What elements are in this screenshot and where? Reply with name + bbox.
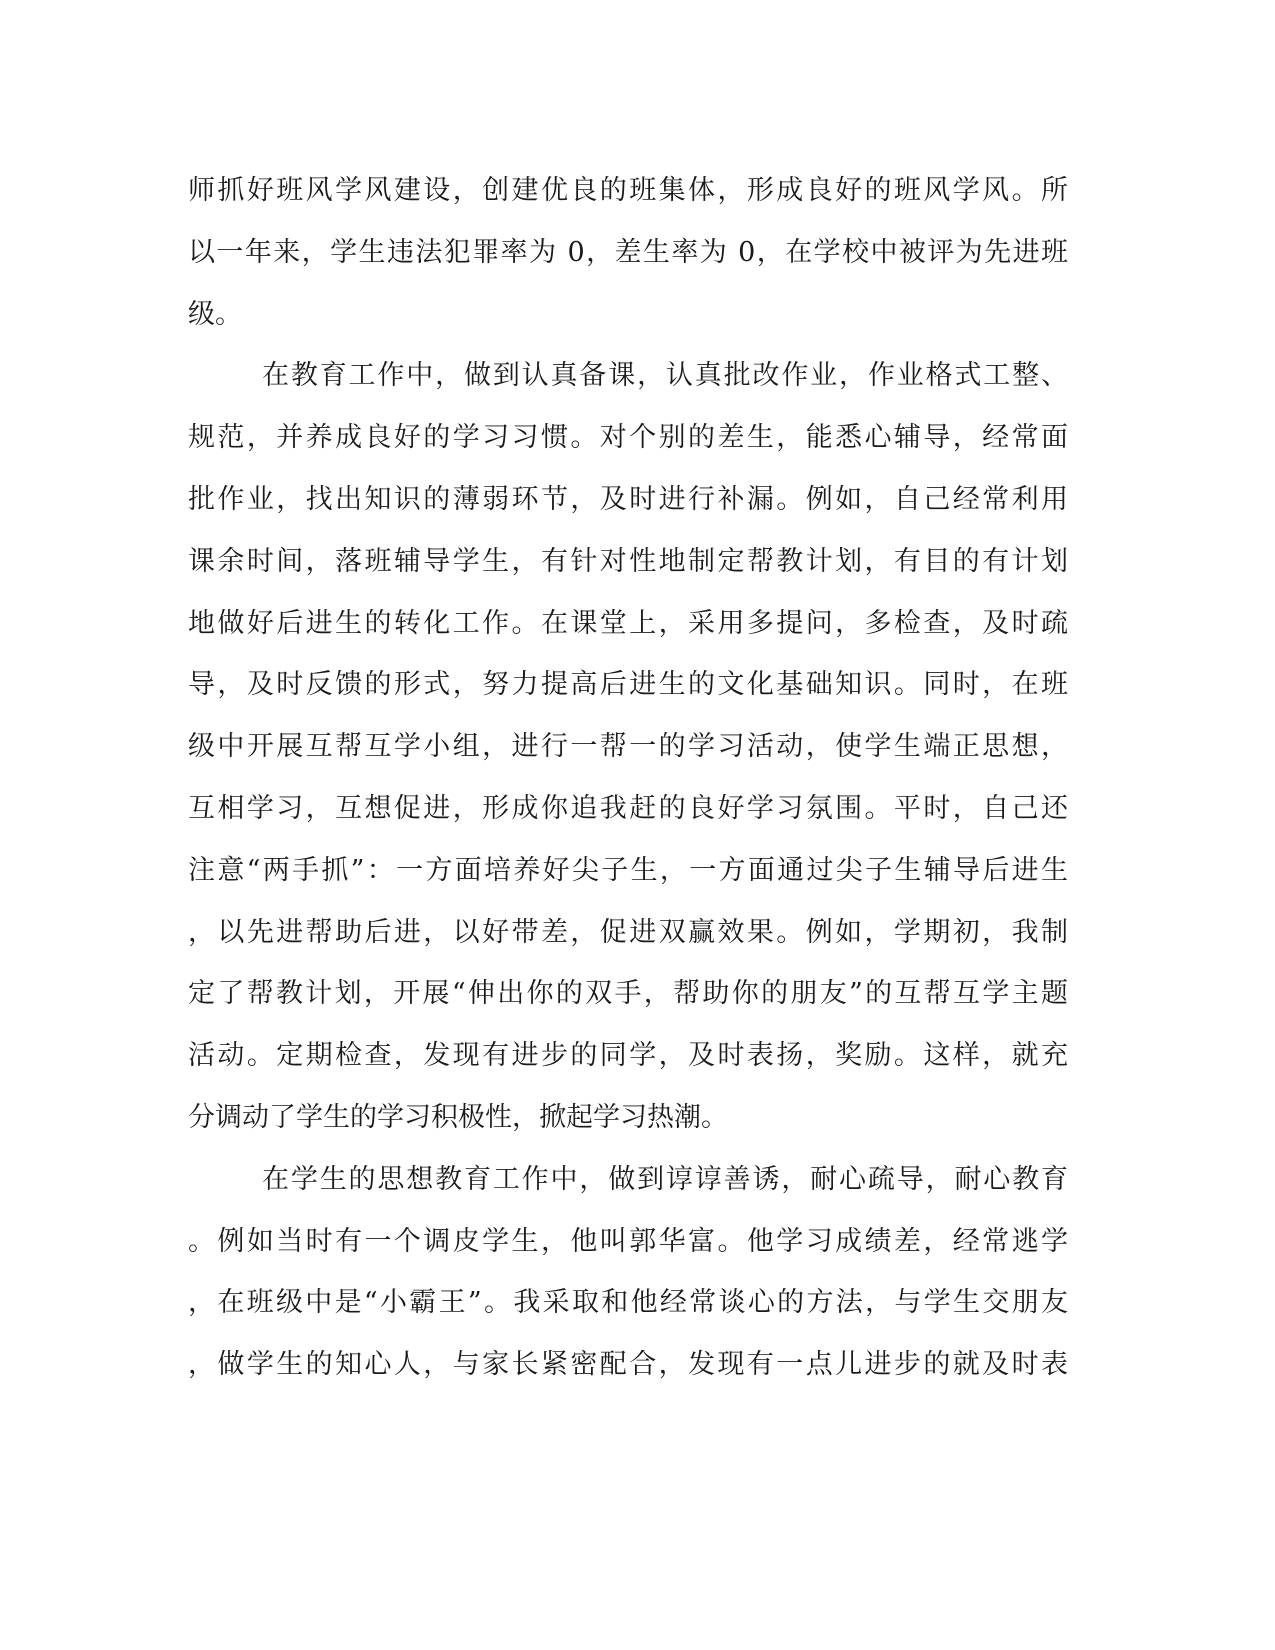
text-line: 级中开展互帮互学小组，进行一帮一的学习活动，使学生端正思想， [188,731,1068,763]
text-line: 课余时间，落班辅导学生，有针对性地制定帮教计划，有目的有计划 [188,545,1068,577]
text-line: 批作业，找出知识的薄弱环节，及时进行补漏。例如，自己经常利用 [188,483,1068,515]
text-line: 规范，并养成良好的学习习惯。对个别的差生，能悉心辅导，经常面 [188,422,1068,454]
paragraph-first-line: 在教育工作中，做到认真备课，认真批改作业，作业格式工整、 [262,360,1068,392]
text-line: 。例如当时有一个调皮学生，他叫郭华富。他学习成绩差，经常逃学 [188,1225,1068,1257]
text-line: 以一年来，学生违法犯罪率为 0，差生率为 0，在学校中被评为先进班 [188,236,1068,268]
text-line: ，在班级中是“小霸王”。我采取和他经常谈心的方法，与学生交朋友 [188,1287,1068,1319]
text-line: 师抓好班风学风建设，创建优良的班集体，形成良好的班风学风。所 [188,175,1068,206]
body-text [188,160,1068,1396]
text-line: 定了帮教计划，开展“伸出你的双手，帮助你的朋友”的互帮互学主题 [188,978,1068,1010]
text-line: 地做好后进生的转化工作。在课堂上，采用多提问，多检查，及时疏 [188,607,1068,639]
text-line: 级。 [188,298,242,330]
text-line: 互相学习，互想促进，形成你追我赶的良好学习氛围。平时，自己还 [188,792,1068,824]
text-line: 导，及时反馈的形式，努力提高后进生的文化基础知识。同时，在班 [188,669,1068,701]
text-line: 活动。定期检查，发现有进步的同学，及时表扬，奖励。这样，就充 [188,1040,1068,1072]
text-line: 分调动了学生的学习积极性，掀起学习热潮。 [188,1101,728,1133]
text-line: 注意“两手抓”：一方面培养好尖子生，一方面通过尖子生辅导后进生 [188,854,1068,886]
text-line: ，以先进帮助后进，以好带差，促进双赢效果。例如，学期初，我制 [188,916,1068,948]
text-line: ，做学生的知心人，与家长紧密配合，发现有一点儿进步的就及时表 [188,1349,1068,1381]
paragraph-first-line: 在学生的思想教育工作中，做到谆谆善诱，耐心疏导，耐心教育 [262,1163,1068,1195]
